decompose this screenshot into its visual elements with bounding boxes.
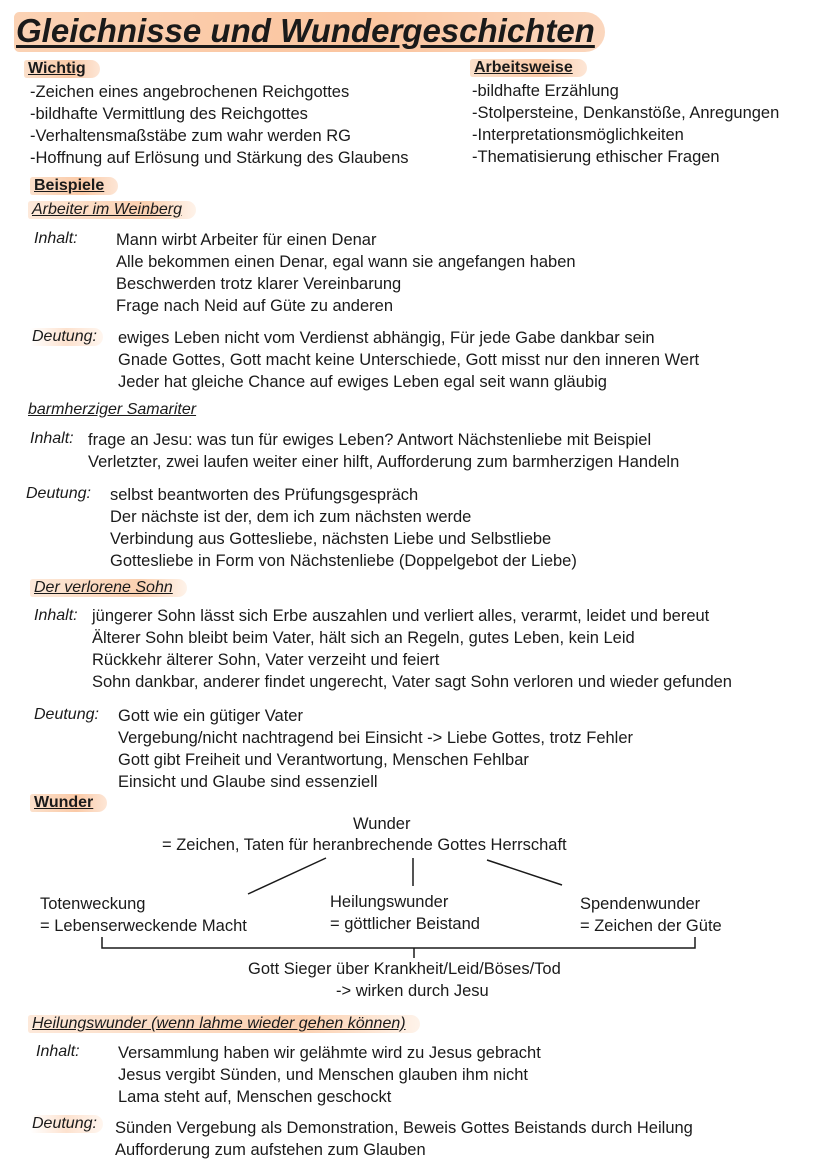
wunder-summary-1: Gott Sieger über Krankheit/Leid/Böses/Tod [248, 960, 561, 978]
wichtig-item: -Zeichen eines angebrochenen Reichgottes [30, 83, 350, 101]
heilung-inhalt [118, 1042, 541, 1108]
wunder-type-name: Heilungswunder [330, 893, 449, 911]
deutung-line: Einsicht und Glaube sind essenziell [118, 773, 378, 791]
inhalt-line: jüngerer Sohn lässt sich Erbe auszahlen und verliert alles, verarmt, leidet und bereut [92, 607, 710, 625]
wichtig-item: -Verhaltensmaßstäbe zum wahr werden RG [30, 127, 351, 145]
inhalt-line: Alle bekommen einen Denar, egal wann sie angefangen haben [116, 253, 576, 271]
deutung-line: Verbindung aus Gottesliebe, nächsten Liebe und Selbstliebe [110, 530, 552, 548]
wunder-root-definition: = Zeichen, Taten für heranbrechende Gottes Herrschaft [162, 836, 567, 854]
wichtig-heading: Wichtig [24, 60, 100, 78]
wunder-type-totenweckung [40, 893, 247, 937]
connector-line [487, 860, 562, 885]
inhalt-line: Mann wirbt Arbeiter für einen Denar [116, 231, 377, 249]
connector-line [248, 858, 326, 894]
inhalt-line: Frage nach Neid auf Güte zu anderen [116, 297, 394, 315]
wichtig-item: -bildhafte Vermittlung des Reichgottes [30, 105, 308, 123]
wunder-type-spendenwunder [580, 893, 722, 937]
wichtig-item: -Hoffnung auf Erlösung und Stärkung des Glaubens [30, 149, 409, 167]
deutung-line: selbst beantworten des Prüfungsgespräch [110, 486, 419, 504]
samariter-title: barmherziger Samariter [28, 401, 197, 418]
inhalt-line: frage an Jesu: was tun für ewiges Leben? Antwort Nächstenliebe mit Beispiel [88, 431, 652, 449]
page-title: Gleichnisse und Wundergeschichten [14, 12, 605, 52]
deutung-line: Gottesliebe in Form von Nächstenliebe (Doppelgebot der Liebe) [110, 552, 577, 570]
wunder-type-name: Spendenwunder [580, 895, 701, 913]
deutung-line: Gnade Gottes, Gott macht keine Unterschiede, Gott misst nur den inneren Wert [118, 351, 700, 369]
deutung-line: Aufforderung zum aufstehen zum Glauben [115, 1141, 426, 1159]
deutung-line: Gott gibt Freiheit und Verantwortung, Menschen Fehlbar [118, 751, 529, 769]
inhalt-line: Verletzter, zwei laufen weiter einer hilft, Aufforderung zum barmherzigen Handeln [88, 453, 680, 471]
arbeitsweise-item: -Interpretationsmöglichkeiten [472, 126, 684, 144]
deutung-line: Vergebung/nicht nachtragend bei Einsicht -> Liebe Gottes, trotz Fehler [118, 729, 634, 747]
deutung-line: Jeder hat gleiche Chance auf ewiges Leben egal seit wann gläubig [118, 373, 607, 391]
inhalt-line: Jesus vergibt Sünden, und Menschen glauben ihm nicht [118, 1066, 529, 1084]
weinberg-deutung-label: Deutung: [30, 328, 103, 346]
inhalt-line: Rückkehr älterer Sohn, Vater verzeiht und feiert [92, 651, 440, 669]
weinberg-title: Arbeiter im Weinberg [28, 201, 196, 219]
deutung-line: Gott wie ein gütiger Vater [118, 707, 303, 725]
arbeitsweise-item: -Stolpersteine, Denkanstöße, Anregungen [472, 104, 780, 122]
wunder-type-name: Totenweckung [40, 895, 146, 913]
deutung-line: Der nächste ist der, dem ich zum nächsten werde [110, 508, 472, 526]
deutung-line: ewiges Leben nicht vom Verdienst abhängig, Für jede Gabe dankbar sein [118, 329, 655, 347]
samariter-inhalt-label: Inhalt: [30, 430, 74, 447]
inhalt-line: Älterer Sohn bleibt beim Vater, hält sich an Regeln, gutes Leben, kein Leid [92, 629, 635, 647]
wunder-type-definition: = Zeichen der Güte [580, 917, 722, 935]
heilung-deutung-label: Deutung: [30, 1115, 103, 1133]
deutung-line: Sünden Vergebung als Demonstration, Beweis Gottes Beistands durch Heilung [115, 1119, 693, 1137]
heilung-title: Heilungswunder (wenn lahme wieder gehen können) [28, 1015, 420, 1033]
wunder-type-definition: = Lebenserweckende Macht [40, 917, 247, 935]
wunder-heading: Wunder [30, 794, 107, 812]
arbeitsweise-heading: Arbeitsweise [470, 59, 587, 77]
inhalt-line: Beschwerden trotz klarer Vereinbarung [116, 275, 402, 293]
wunder-type-heilungswunder [330, 891, 480, 935]
wunder-type-definition: = göttlicher Beistand [330, 915, 480, 933]
sohn-title: Der verlorene Sohn [30, 579, 187, 597]
heilung-inhalt-label: Inhalt: [36, 1043, 80, 1060]
summary-bracket [102, 937, 695, 948]
wunder-summary-2: -> wirken durch Jesu [336, 982, 489, 1000]
arbeitsweise-item: -bildhafte Erzählung [472, 82, 619, 100]
sohn-inhalt-label: Inhalt: [34, 607, 78, 624]
inhalt-line: Lama steht auf, Menschen geschockt [118, 1088, 392, 1106]
weinberg-inhalt-label: Inhalt: [34, 230, 78, 247]
wunder-root-title: Wunder [353, 815, 411, 833]
inhalt-line: Versammlung haben wir gelähmte wird zu Jesus gebracht [118, 1044, 541, 1062]
sohn-deutung-label: Deutung: [34, 706, 99, 723]
arbeitsweise-item: -Thematisierung ethischer Fragen [472, 148, 720, 166]
inhalt-line: Sohn dankbar, anderer findet ungerecht, Vater sagt Sohn verloren und wieder gefunden [92, 673, 732, 691]
beispiele-heading: Beispiele [30, 177, 118, 195]
samariter-deutung-label: Deutung: [26, 485, 91, 502]
heilung-deutung [115, 1117, 693, 1161]
